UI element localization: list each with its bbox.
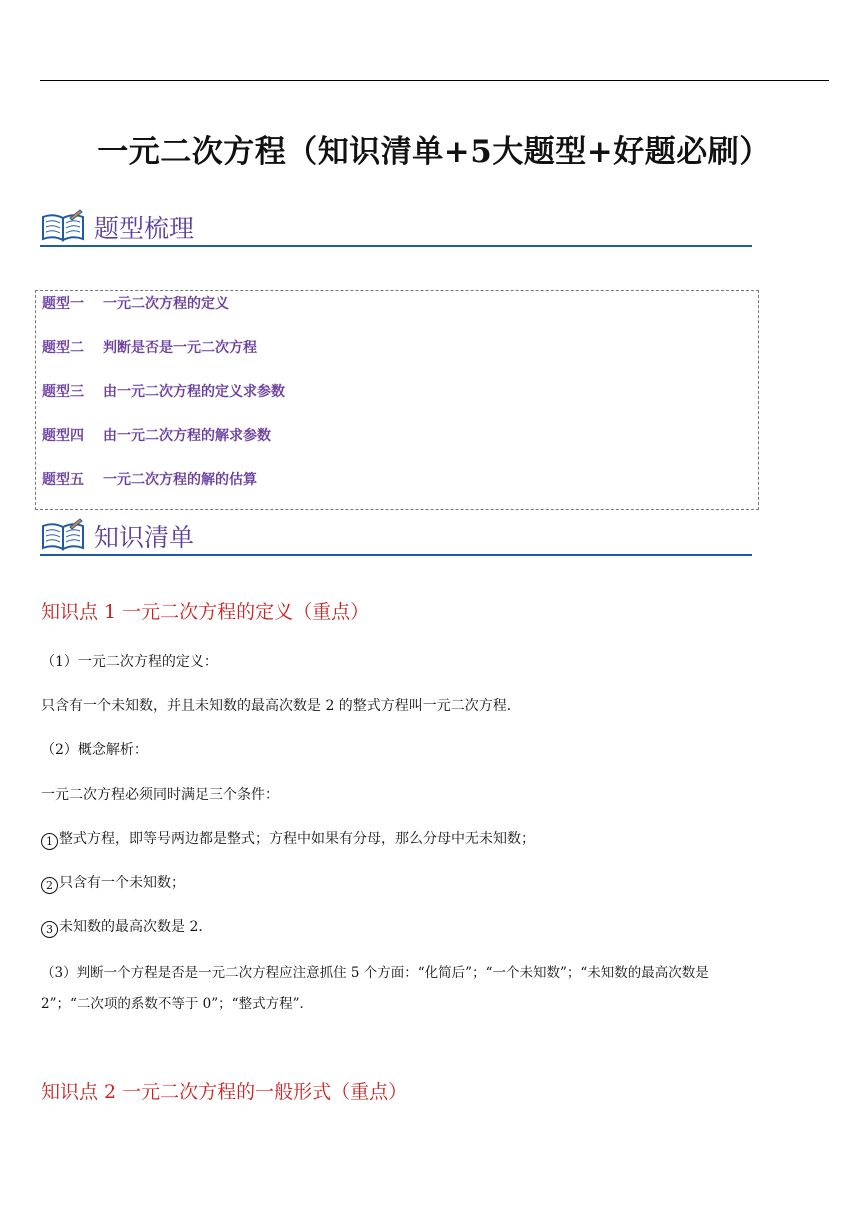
circled-number: 2 (41, 877, 58, 894)
paragraph: （2）概念解析： (41, 742, 148, 758)
open-book-icon (40, 209, 86, 243)
question-types-list (35, 290, 759, 510)
knowledge-point-2-heading: 知识点 2 一元二次方程的一般形式（重点） (41, 1081, 408, 1103)
toc-code: 题型四 (42, 428, 84, 444)
open-book-icon (40, 518, 86, 552)
section-underline (40, 245, 752, 247)
section-header-types (40, 207, 752, 247)
paragraph: 2”；“二次项的系数不等于 0”；“整式方程”． (41, 996, 313, 1012)
condition-text: 只含有一个未知数； (59, 875, 185, 891)
toc-text: 一元二次方程的解的估算 (103, 472, 257, 488)
toc-item-3[interactable] (42, 381, 285, 401)
toc-code: 题型三 (42, 384, 84, 400)
toc-text: 由一元二次方程的定义求参数 (103, 384, 285, 400)
toc-text: 一元二次方程的定义 (103, 296, 229, 312)
paragraph: 只含有一个未知数，并且未知数的最高次数是 2 的整式方程叫一元二次方程． (41, 698, 521, 714)
toc-text: 由一元二次方程的解求参数 (103, 428, 271, 444)
paragraph: （3）判断一个方程是否是一元二次方程应注意抓住 5 个方面：“化简后”；“一个未知数”；“未知数的最高次数是 (41, 965, 709, 981)
section-title-types: 题型梳理 (94, 214, 195, 243)
toc-item-5[interactable] (42, 469, 257, 489)
condition-text: 未知数的最高次数是 2． (59, 919, 213, 935)
toc-item-2[interactable] (42, 337, 257, 357)
section-title-knowledge: 知识清单 (94, 523, 195, 552)
paragraph: 一元二次方程必须同时满足三个条件： (41, 787, 279, 803)
toc-item-1[interactable] (42, 293, 229, 313)
top-rule (40, 80, 829, 81)
condition-3 (41, 916, 212, 938)
toc-text: 判断是否是一元二次方程 (103, 340, 257, 356)
document-title: 一元二次方程（知识清单+5大题型+好题必刷） (97, 134, 771, 170)
circled-number: 3 (41, 921, 58, 938)
toc-code: 题型五 (42, 472, 84, 488)
condition-2 (41, 872, 185, 894)
section-underline (40, 554, 752, 556)
paragraph: （1）一元二次方程的定义： (41, 654, 218, 670)
toc-code: 题型二 (42, 340, 84, 356)
circled-number: 1 (41, 833, 58, 850)
toc-code: 题型一 (42, 296, 84, 312)
condition-text: 整式方程，即等号两边都是整式；方程中如果有分母，那么分母中无未知数； (59, 831, 535, 847)
knowledge-point-1-heading: 知识点 1 一元二次方程的定义（重点） (41, 601, 370, 623)
toc-item-4[interactable] (42, 425, 271, 445)
condition-1 (41, 828, 535, 850)
section-header-knowledge (40, 516, 752, 556)
